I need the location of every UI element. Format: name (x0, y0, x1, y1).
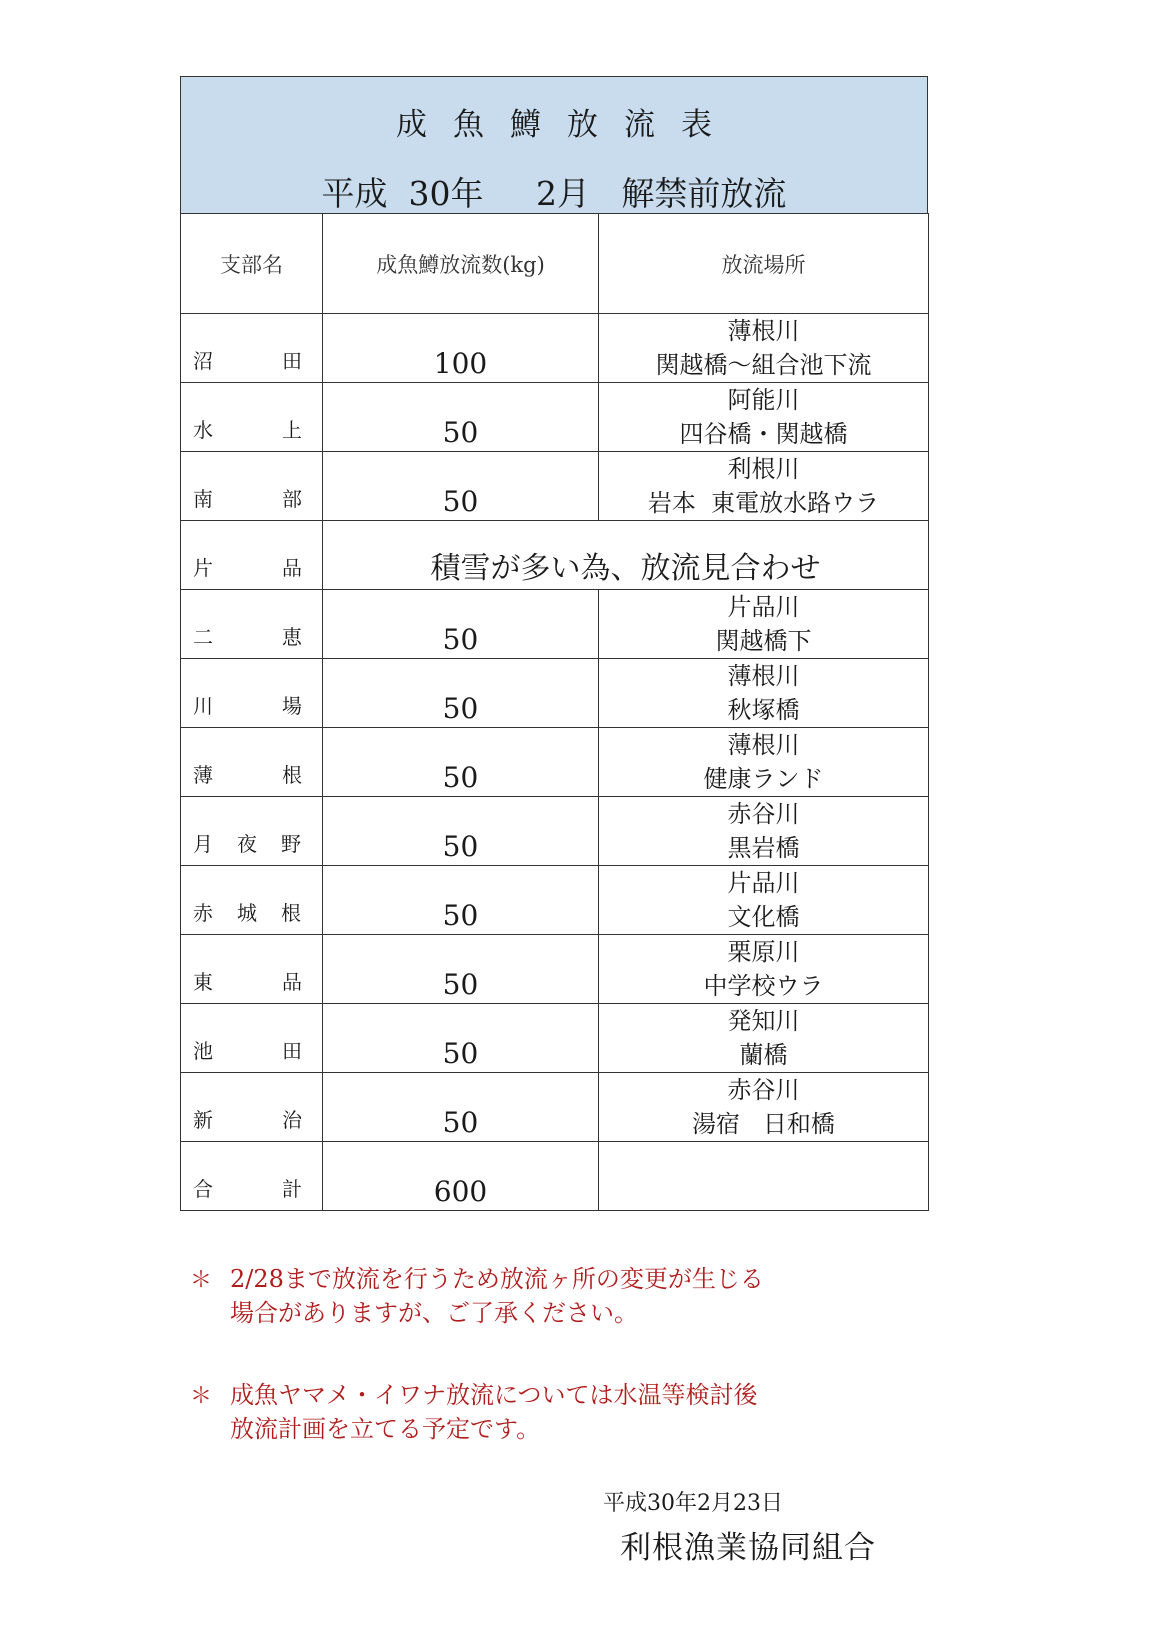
branch-name-char: 新 (193, 1108, 213, 1132)
stocking-amount: 50 (323, 590, 599, 659)
place-detail: 岩本 東電放水路ウラ (647, 489, 880, 517)
river-name: 利根川 (727, 455, 800, 483)
branch-name (181, 314, 323, 383)
stocking-amount: 50 (323, 1073, 599, 1142)
note-line: 2/28まで放流を行うため放流ヶ所の変更が生じる (230, 1265, 764, 1293)
branch-name-char: 池 (193, 1039, 213, 1063)
branch-name-char: 根 (281, 901, 301, 925)
river-name: 赤谷川 (727, 800, 800, 828)
organization-name: 利根漁業協同組合 (620, 1530, 876, 1566)
total-row (181, 1142, 929, 1211)
total-amount: 600 (323, 1142, 599, 1211)
branch-name-char: 品 (282, 970, 302, 994)
branch-name-char: 部 (282, 487, 302, 511)
branch-name (181, 1073, 323, 1142)
asterisk-icon: ＊ (190, 1384, 213, 1409)
place-detail: 四谷橋・関越橋 (679, 420, 848, 448)
branch-name-char: 恵 (282, 625, 302, 649)
stocking-place (599, 383, 929, 452)
river-name: 片品川 (727, 869, 800, 897)
river-name: 薄根川 (727, 662, 800, 690)
stocking-place (599, 1004, 929, 1073)
header-amount: 成魚鱒放流数(kg) (323, 214, 599, 314)
stocking-amount: 50 (323, 866, 599, 935)
branch-name-char: 治 (282, 1108, 302, 1132)
river-name: 薄根川 (727, 731, 800, 759)
note (190, 1378, 764, 1446)
total-place (599, 1142, 929, 1211)
branch-name (181, 935, 323, 1004)
note-line: 場合がありますが、ご了承ください。 (230, 1299, 638, 1327)
place-detail: 文化橋 (727, 903, 800, 931)
branch-name-char: 根 (282, 763, 302, 787)
river-name: 赤谷川 (727, 1076, 800, 1104)
stocking-place (599, 797, 929, 866)
branch-name-char: 田 (282, 1039, 302, 1063)
stocking-amount: 50 (323, 452, 599, 521)
place-detail: 蘭橋 (739, 1041, 788, 1069)
branch-name-char: 東 (193, 970, 213, 994)
stocking-amount: 100 (323, 314, 599, 383)
stocking-amount: 50 (323, 1004, 599, 1073)
branch-name-char: 計 (282, 1177, 302, 1201)
table-row (181, 590, 929, 659)
stocking-place (599, 659, 929, 728)
river-name: 薄根川 (727, 317, 800, 345)
stocking-amount: 50 (323, 728, 599, 797)
branch-name (181, 521, 323, 590)
table-title-box (180, 76, 928, 213)
stocking-place (599, 314, 929, 383)
table-row (181, 935, 929, 1004)
branch-name (181, 452, 323, 521)
table-title: 成魚鱒放流表 (396, 107, 738, 143)
branch-name-char: 沼 (193, 349, 213, 373)
stocking-table (180, 76, 928, 1211)
stocking-amount: 50 (323, 935, 599, 1004)
branch-name-char: 川 (193, 694, 213, 718)
river-name: 阿能川 (727, 386, 800, 414)
branch-name-char: 田 (282, 349, 302, 373)
branch-name-char: 合 (193, 1177, 213, 1201)
branch-name (181, 866, 323, 935)
header-branch: 支部名 (181, 214, 323, 314)
notes (190, 1262, 764, 1494)
merged-note: 積雪が多い為、放流見合わせ (323, 521, 929, 590)
stocking-amount: 50 (323, 383, 599, 452)
header-place: 放流場所 (599, 214, 929, 314)
stocking-amount: 50 (323, 659, 599, 728)
branch-name-char: 夜 (237, 832, 257, 856)
table-row (181, 452, 929, 521)
table-row (181, 659, 929, 728)
table-row (181, 383, 929, 452)
note-line: 放流計画を立てる予定です。 (230, 1415, 541, 1443)
stocking-grid (180, 213, 929, 1211)
table-row (181, 1073, 929, 1142)
branch-name-char: 品 (282, 556, 302, 580)
branch-name-char: 片 (193, 556, 213, 580)
branch-name (181, 590, 323, 659)
branch-name (181, 1004, 323, 1073)
branch-name (181, 797, 323, 866)
table-subtitle: 平成 30年 2月 解禁前放流 (321, 174, 787, 213)
branch-name-char: 野 (281, 832, 301, 856)
branch-name-char: 水 (193, 418, 213, 442)
branch-name (181, 728, 323, 797)
table-row (181, 314, 929, 383)
branch-name (181, 383, 323, 452)
place-detail: 黒岩橋 (727, 834, 800, 862)
place-detail: 中学校ウラ (703, 972, 824, 1000)
branch-name-char: 月 (193, 832, 213, 856)
branch-name-char: 場 (282, 694, 302, 718)
branch-name-char: 上 (282, 418, 302, 442)
header-row (181, 214, 929, 314)
stocking-place (599, 1073, 929, 1142)
table-row (181, 728, 929, 797)
place-detail: 関越橋下 (715, 627, 812, 655)
table-row (181, 866, 929, 935)
river-name: 発知川 (727, 1007, 800, 1035)
stocking-place (599, 935, 929, 1004)
stocking-place (599, 866, 929, 935)
asterisk-icon: ＊ (190, 1268, 213, 1293)
branch-name-char: 赤 (193, 901, 213, 925)
stocking-amount: 50 (323, 797, 599, 866)
branch-name-char: 二 (193, 625, 213, 649)
branch-name-char: 薄 (193, 763, 213, 787)
issue-date: 平成30年2月23日 (603, 1491, 783, 1516)
place-detail: 秋塚橋 (727, 696, 800, 724)
note (190, 1262, 764, 1330)
river-name: 片品川 (727, 593, 800, 621)
stocking-place (599, 728, 929, 797)
place-detail: 湯宿 日和橋 (692, 1110, 835, 1138)
branch-name-char: 南 (193, 487, 213, 511)
branch-name-char: 城 (237, 901, 257, 925)
place-detail: 関越橋～組合池下流 (655, 351, 872, 379)
table-row (181, 521, 929, 590)
branch-name (181, 1142, 323, 1211)
stocking-place (599, 590, 929, 659)
table-row (181, 797, 929, 866)
place-detail: 健康ランド (703, 765, 824, 793)
branch-name (181, 659, 323, 728)
river-name: 栗原川 (727, 938, 800, 966)
note-line: 成魚ヤマメ・イワナ放流については水温等検討後 (230, 1381, 758, 1409)
table-row (181, 1004, 929, 1073)
stocking-place (599, 452, 929, 521)
